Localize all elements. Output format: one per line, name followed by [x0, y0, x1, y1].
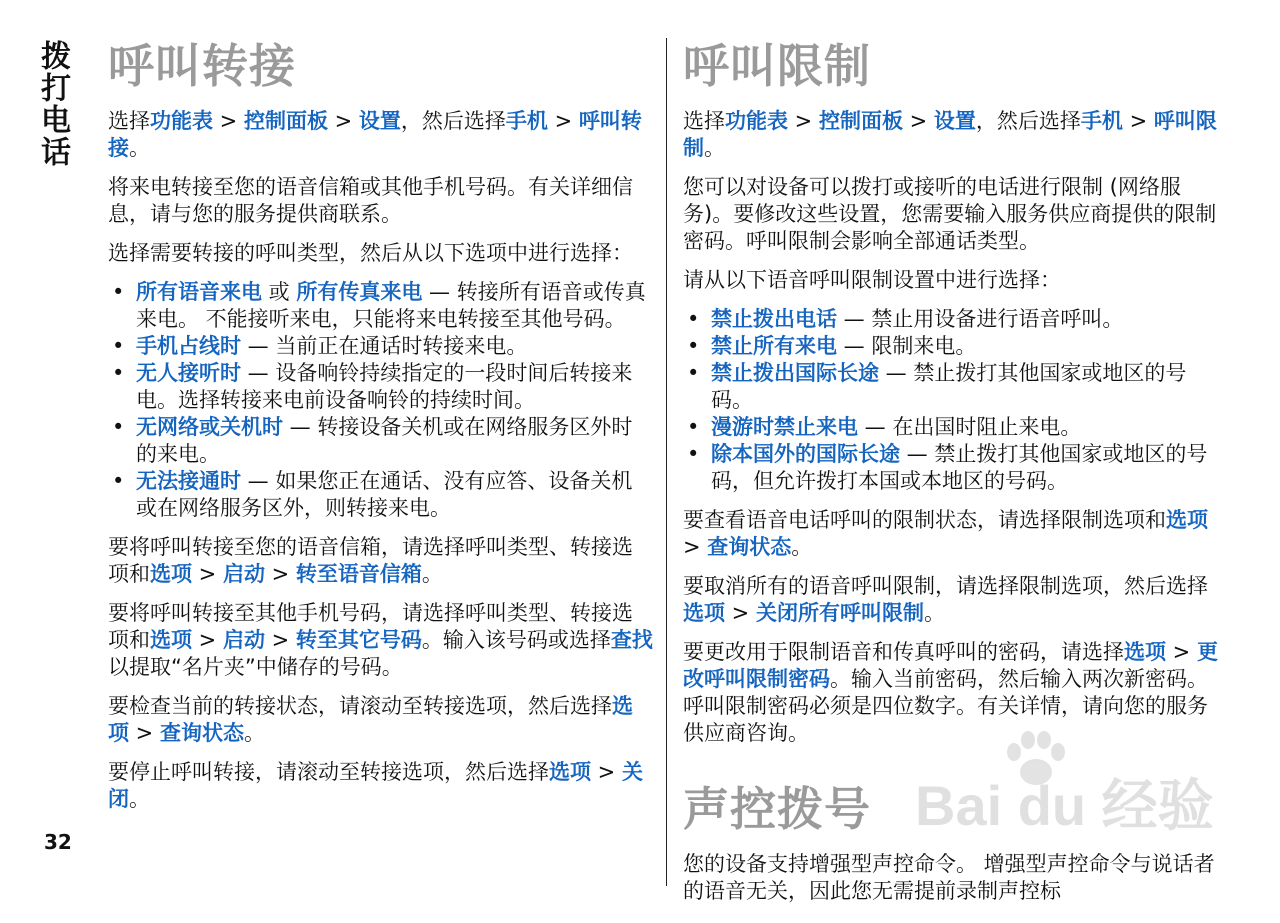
list-item: • 禁止拨出电话 — 禁止用设备进行语音呼叫。 — [683, 306, 1228, 333]
side-section-title: 拨打电话 — [35, 40, 70, 168]
page-number: 32 — [44, 830, 72, 854]
forwarding-intro: 将来电转接至您的语音信箱或其他手机号码。有关详细信息，请与您的服务提供商联系。 — [108, 175, 633, 226]
link-options[interactable]: 选项 — [1166, 508, 1208, 532]
option-term: 无法接通时 — [136, 469, 241, 493]
barring-intro: 您可以对设备可以拨打或接听的电话进行限制 (网络服务)。要修改这些设置，您需要输入服务供应商提供的限制密码。呼叫限制会影响全部通话类型。 — [683, 175, 1217, 253]
menu-link-phone[interactable]: 手机 — [505, 109, 548, 133]
link-check-status[interactable]: 查询状态 — [159, 721, 244, 745]
menu-link-call-barring[interactable]: 呼叫限制 — [683, 109, 1217, 160]
other-number-paragraph: 要将呼叫转接至其他手机号码，请选择呼叫类型、转接选项和选项 > 启动 > 转至其它号码。输入该号码或选择查找以提取“名片夹”中储存的号码。 — [108, 601, 653, 679]
link-options[interactable]: 选项 — [150, 628, 192, 652]
forwarding-options-list — [108, 279, 653, 522]
voice-dialing-title: 声控拨号 — [683, 782, 871, 836]
menu-link-functions[interactable]: 功能表 — [150, 109, 213, 133]
link-cancel-all-barring[interactable]: 关闭所有呼叫限制 — [755, 601, 924, 625]
menu-link-call-forwarding[interactable]: 呼叫转接 — [108, 109, 642, 160]
option-term: 所有传真来电 — [296, 280, 423, 304]
list-item: • 除本国外的国际长途 — 禁止拨打其他国家或地区的号码，但允许拨打本国或本地区的号码。 — [683, 441, 1228, 495]
menu-path: 选择功能表 > 控制面板 > 设置，然后选择手机 > 呼叫转接。 — [108, 109, 642, 160]
menu-link-control-panel[interactable]: 控制面板 — [243, 109, 328, 133]
column-divider — [666, 38, 667, 886]
option-term: 禁止所有来电 — [711, 334, 837, 358]
stop-forwarding-paragraph: 要停止呼叫转接，请滚动至转接选项，然后选择选项 > 关闭。 — [108, 760, 643, 811]
call-forwarding-title: 呼叫转接 — [108, 39, 296, 93]
list-item: • 漫游时禁止来电 — 在出国时阻止来电。 — [683, 414, 1228, 441]
link-off[interactable]: 关闭 — [108, 760, 643, 811]
barring-choose: 请从以下语音呼叫限制设置中进行选择： — [683, 268, 1061, 292]
call-barring-title: 呼叫限制 — [683, 39, 871, 93]
barring-status-paragraph: 要查看语音电话呼叫的限制状态，请选择限制选项和选项 > 查询状态。 — [683, 508, 1208, 559]
barring-options-list — [683, 306, 1228, 495]
link-options[interactable]: 选项 — [549, 760, 591, 784]
change-password-paragraph: 要更改用于限制语音和传真呼叫的密码，请选择选项 > 更改呼叫限制密码。输入当前密码，然后输入两次新密码。呼叫限制密码必须是四位数字。有关详情，请向您的服务供应商咨询。 — [683, 640, 1218, 745]
link-change-barring-password[interactable]: 更改呼叫限制密码 — [683, 640, 1218, 691]
menu-link-functions[interactable]: 功能表 — [725, 109, 788, 133]
link-options[interactable]: 选项 — [150, 562, 192, 586]
link-activate[interactable]: 启动 — [222, 562, 265, 586]
option-term: 漫游时禁止来电 — [711, 415, 858, 439]
option-term: 手机占线时 — [136, 334, 241, 358]
check-status-paragraph: 要检查当前的转接状态，请滚动至转接选项，然后选择选项 > 查询状态。 — [108, 694, 633, 745]
list-item: • 无人接听时 — 设备响铃持续指定的一段时间后转接来电。选择转接来电前设备响铃的持续时间。 — [108, 360, 653, 414]
option-term: 除本国外的国际长途 — [711, 442, 900, 466]
option-term: 无人接听时 — [136, 361, 241, 385]
baidu-watermark: Bai du 经验 — [915, 774, 1214, 837]
menu-link-settings[interactable]: 设置 — [358, 109, 401, 133]
option-term: 禁止拨出电话 — [711, 307, 837, 331]
link-options[interactable]: 选项 — [108, 694, 633, 745]
menu-link-phone[interactable]: 手机 — [1080, 109, 1123, 133]
menu-link-control-panel[interactable]: 控制面板 — [818, 109, 903, 133]
link-to-other-number[interactable]: 转至其它号码 — [295, 628, 422, 652]
link-options[interactable]: 选项 — [683, 601, 725, 625]
forwarding-choose: 选择需要转接的呼叫类型，然后从以下选项中进行选择： — [108, 241, 633, 265]
list-item: • 手机占线时 — 当前正在通话时转接来电。 — [108, 333, 653, 360]
link-to-voicemail[interactable]: 转至语音信箱 — [295, 562, 422, 586]
option-term: 所有语音来电 — [136, 280, 262, 304]
list-item: • 禁止所有来电 — 限制来电。 — [683, 333, 1228, 360]
menu-path: 选择功能表 > 控制面板 > 设置，然后选择手机 > 呼叫限制。 — [683, 109, 1217, 160]
menu-link-settings[interactable]: 设置 — [933, 109, 976, 133]
left-column — [108, 38, 653, 825]
link-find[interactable]: 查找 — [610, 628, 653, 652]
link-check-status[interactable]: 查询状态 — [707, 535, 792, 559]
list-item: • 禁止拨出国际长途 — 禁止拨打其他国家或地区的号码。 — [683, 360, 1228, 414]
voice-dialing-intro: 您的设备支持增强型声控命令。 增强型声控命令与说话者的语音无关，因此您无需提前录制声控标 — [683, 852, 1215, 903]
voicemail-paragraph: 要将呼叫转接至您的语音信箱，请选择呼叫类型、转接选项和选项 > 启动 > 转至语音信箱。 — [108, 535, 633, 586]
list-item: • 所有语音来电 或 所有传真来电 — 转接所有语音或传真来电。 不能接听来电，只能将来电转接至其他号码。 — [108, 279, 653, 333]
option-term: 禁止拨出国际长途 — [711, 361, 879, 385]
list-item: • 无网络或关机时 — 转接设备关机或在网络服务区外时的来电。 — [108, 414, 653, 468]
option-term: 无网络或关机时 — [136, 415, 283, 439]
link-activate[interactable]: 启动 — [222, 628, 265, 652]
list-item: • 无法接通时 — 如果您正在通话、没有应答、设备关机或在网络服务区外，则转接来电。 — [108, 468, 653, 522]
link-options[interactable]: 选项 — [1124, 640, 1166, 664]
cancel-barring-paragraph: 要取消所有的语音呼叫限制，请选择限制选项，然后选择选项 > 关闭所有呼叫限制。 — [683, 574, 1208, 625]
